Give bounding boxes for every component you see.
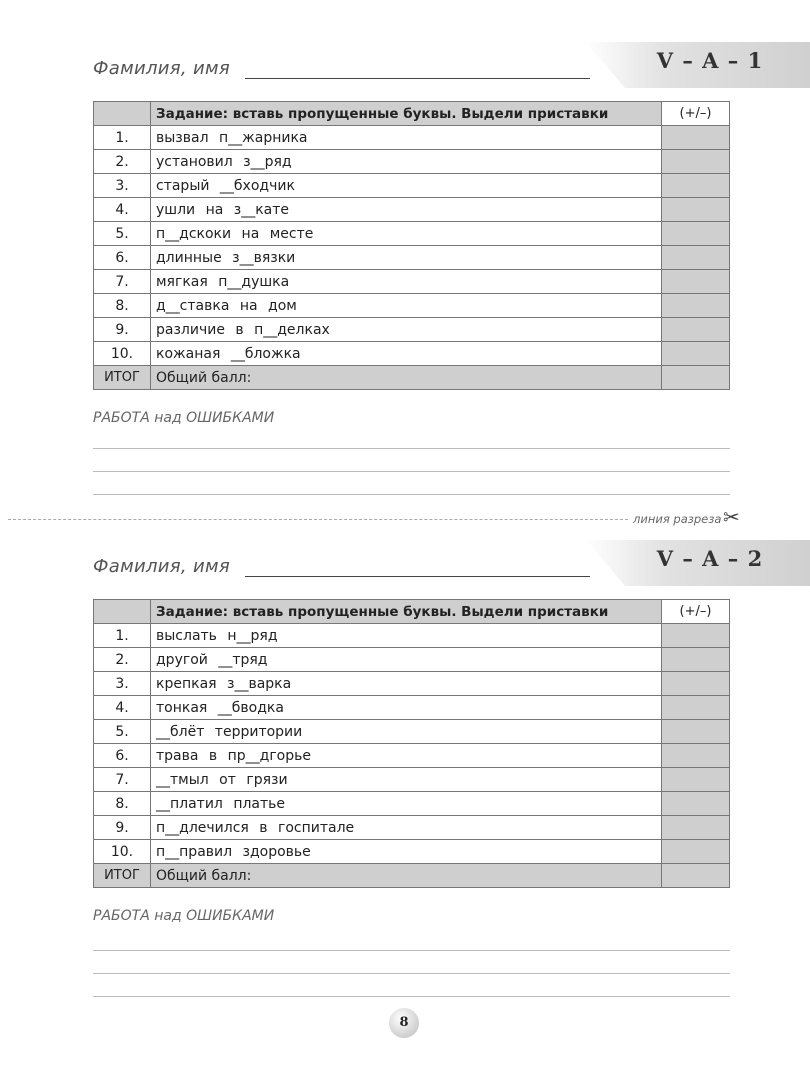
errors-label: РАБОТА над ОШИБКАМИ bbox=[93, 908, 275, 924]
task-header: Задание: вставь пропущенные буквы. Выдели приставки bbox=[151, 600, 662, 624]
item-text: старый __бходчик bbox=[151, 174, 662, 198]
table-row: 9. различие в п__делках bbox=[94, 318, 730, 342]
answer-line[interactable] bbox=[93, 448, 730, 449]
table-row: 2. другой __тряд bbox=[94, 648, 730, 672]
score-cell[interactable] bbox=[662, 768, 730, 792]
item-text: крепкая з__варка bbox=[151, 672, 662, 696]
score-cell[interactable] bbox=[662, 840, 730, 864]
name-label: Фамилия, имя bbox=[93, 58, 230, 79]
task-header: Задание: вставь пропущенные буквы. Выдели приставки bbox=[151, 102, 662, 126]
table-row: 6. трава в пр__дгорье bbox=[94, 744, 730, 768]
cut-line bbox=[8, 519, 628, 520]
table-row: 10. п__правил здоровье bbox=[94, 840, 730, 864]
item-text: мягкая п__душка bbox=[151, 270, 662, 294]
item-text: выслать н__ряд bbox=[151, 624, 662, 648]
scissors-icon: ✂ bbox=[723, 505, 740, 529]
score-cell[interactable] bbox=[662, 816, 730, 840]
table-row: 3. крепкая з__варка bbox=[94, 672, 730, 696]
answer-line[interactable] bbox=[93, 494, 730, 495]
table-row: 4. тонкая __бводка bbox=[94, 696, 730, 720]
item-text: п__длечился в госпитале bbox=[151, 816, 662, 840]
name-field-line[interactable] bbox=[245, 78, 590, 79]
item-text: кожаная __бложка bbox=[151, 342, 662, 366]
score-cell[interactable] bbox=[662, 294, 730, 318]
score-header: (+/–) bbox=[662, 102, 730, 126]
item-text: тонкая __бводка bbox=[151, 696, 662, 720]
table-row: 4. ушли на з__кате bbox=[94, 198, 730, 222]
answer-line[interactable] bbox=[93, 950, 730, 951]
score-cell[interactable] bbox=[662, 648, 730, 672]
item-text: п__правил здоровье bbox=[151, 840, 662, 864]
total-score-cell[interactable] bbox=[662, 366, 730, 390]
item-text: __платил платье bbox=[151, 792, 662, 816]
table-row: 9. п__длечился в госпитале bbox=[94, 816, 730, 840]
score-header: (+/–) bbox=[662, 600, 730, 624]
table-row: 7. мягкая п__душка bbox=[94, 270, 730, 294]
cut-label: линия разреза bbox=[633, 512, 722, 526]
table-header-row bbox=[94, 102, 730, 126]
item-text: __блёт территории bbox=[151, 720, 662, 744]
total-text[interactable]: Общий балл: bbox=[151, 864, 662, 888]
score-cell[interactable] bbox=[662, 270, 730, 294]
score-cell[interactable] bbox=[662, 744, 730, 768]
score-cell[interactable] bbox=[662, 246, 730, 270]
item-text: длинные з__вязки bbox=[151, 246, 662, 270]
total-text[interactable]: Общий балл: bbox=[151, 366, 662, 390]
score-cell[interactable] bbox=[662, 672, 730, 696]
table-row: 3. старый __бходчик bbox=[94, 174, 730, 198]
score-cell[interactable] bbox=[662, 126, 730, 150]
errors-label: РАБОТА над ОШИБКАМИ bbox=[93, 410, 275, 426]
table-header-row bbox=[94, 600, 730, 624]
table-row: 1. выслать н__ряд bbox=[94, 624, 730, 648]
table-row: 2. установил з__ряд bbox=[94, 150, 730, 174]
total-score-cell[interactable] bbox=[662, 864, 730, 888]
table-row: 8. д__ставка на дом bbox=[94, 294, 730, 318]
item-text: установил з__ряд bbox=[151, 150, 662, 174]
score-cell[interactable] bbox=[662, 720, 730, 744]
score-cell[interactable] bbox=[662, 174, 730, 198]
variant-code: V – A – 1 bbox=[656, 48, 764, 73]
page-number: 8 bbox=[389, 1008, 419, 1038]
variant-tab bbox=[585, 42, 810, 88]
table-row: 10. кожаная __бложка bbox=[94, 342, 730, 366]
table-row: 8. __платил платье bbox=[94, 792, 730, 816]
total-row bbox=[94, 366, 730, 390]
task-table bbox=[93, 599, 730, 888]
score-cell[interactable] bbox=[662, 792, 730, 816]
score-cell[interactable] bbox=[662, 318, 730, 342]
total-label: ИТОГ bbox=[94, 864, 151, 888]
task-table bbox=[93, 101, 730, 390]
score-cell[interactable] bbox=[662, 222, 730, 246]
score-cell[interactable] bbox=[662, 198, 730, 222]
answer-line[interactable] bbox=[93, 996, 730, 997]
table-row: 5. п__дскоки на месте bbox=[94, 222, 730, 246]
variant-tab bbox=[585, 540, 810, 586]
item-text: другой __тряд bbox=[151, 648, 662, 672]
item-text: трава в пр__дгорье bbox=[151, 744, 662, 768]
score-cell[interactable] bbox=[662, 150, 730, 174]
item-text: вызвал п__жарника bbox=[151, 126, 662, 150]
table-row: 5. __блёт территории bbox=[94, 720, 730, 744]
total-row bbox=[94, 864, 730, 888]
item-text: различие в п__делках bbox=[151, 318, 662, 342]
score-cell[interactable] bbox=[662, 696, 730, 720]
score-cell[interactable] bbox=[662, 342, 730, 366]
table-row: 1. вызвал п__жарника bbox=[94, 126, 730, 150]
total-label: ИТОГ bbox=[94, 366, 151, 390]
answer-line[interactable] bbox=[93, 471, 730, 472]
name-field-line[interactable] bbox=[245, 576, 590, 577]
item-text: __тмыл от грязи bbox=[151, 768, 662, 792]
table-row: 6. длинные з__вязки bbox=[94, 246, 730, 270]
name-label: Фамилия, имя bbox=[93, 556, 230, 577]
item-text: д__ставка на дом bbox=[151, 294, 662, 318]
score-cell[interactable] bbox=[662, 624, 730, 648]
answer-line[interactable] bbox=[93, 973, 730, 974]
table-row: 7. __тмыл от грязи bbox=[94, 768, 730, 792]
item-text: ушли на з__кате bbox=[151, 198, 662, 222]
item-text: п__дскоки на месте bbox=[151, 222, 662, 246]
variant-code: V – A – 2 bbox=[656, 546, 764, 571]
